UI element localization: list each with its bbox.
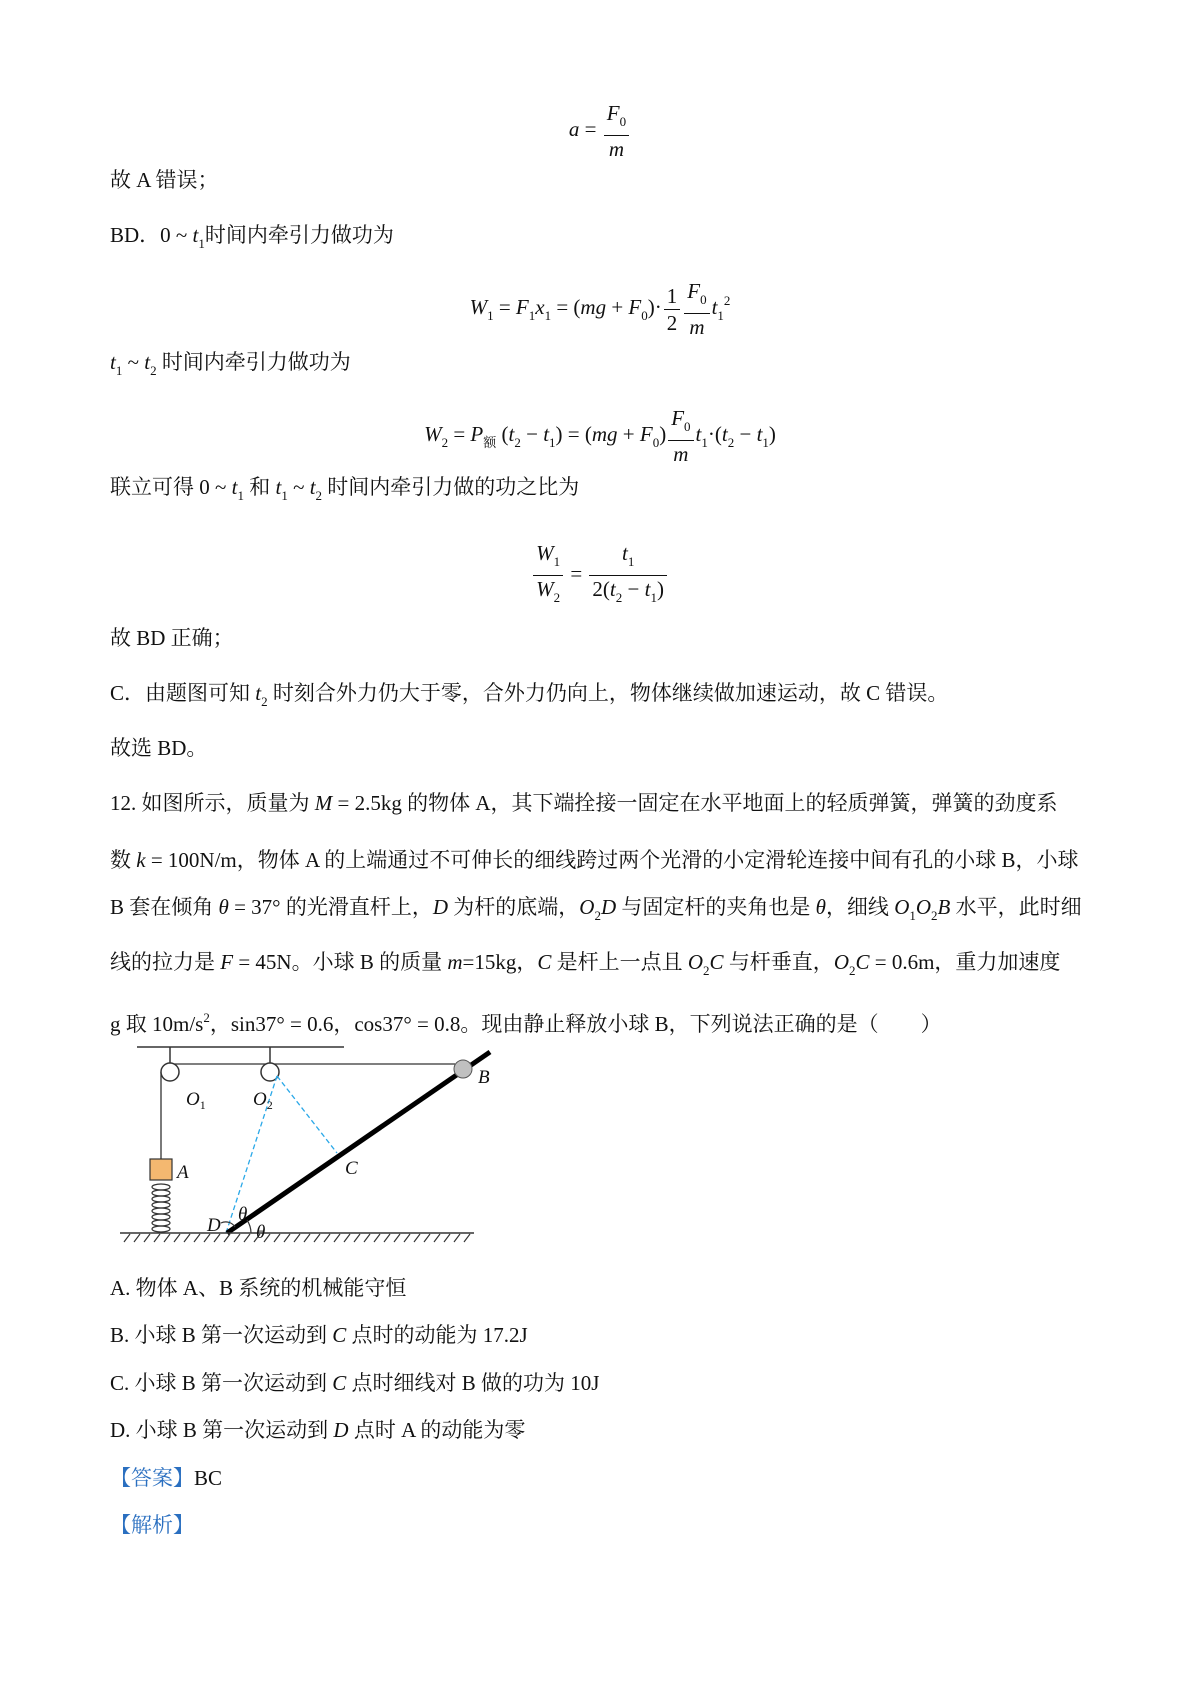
- hatch-mark: [274, 1234, 280, 1242]
- math-variable: m: [673, 442, 689, 466]
- physics-diagram: [100, 1040, 490, 1250]
- math-variable: W: [536, 577, 554, 601]
- math-variable: t: [309, 475, 316, 499]
- text-run: =15kg，: [462, 950, 538, 974]
- text-run: A. 物体 A、B 系统的机械能守恒: [110, 1276, 407, 1300]
- text-run: 点时 A 的动能为零: [348, 1418, 526, 1442]
- fraction: [664, 283, 681, 336]
- hatch-mark: [124, 1234, 130, 1242]
- c-wrong: [110, 679, 948, 716]
- subscript: 2: [594, 908, 601, 923]
- math-variable: F: [515, 294, 529, 319]
- math-variable: F: [606, 101, 620, 125]
- subscript: 2: [514, 434, 521, 450]
- math-variable: C: [855, 950, 870, 974]
- math-variable: mg: [580, 294, 607, 319]
- math-variable: t: [711, 294, 718, 319]
- label-theta-1: θ: [238, 1204, 248, 1225]
- hatch-mark: [184, 1234, 190, 1242]
- text-run: 水平，此时细: [950, 895, 1082, 919]
- block-a: [150, 1159, 172, 1180]
- math-variable: t: [144, 350, 151, 374]
- math-variable: C: [332, 1371, 347, 1395]
- text-run: 1: [666, 283, 678, 308]
- text-run: 故 A 错误；: [110, 168, 219, 192]
- math-variable: t: [609, 577, 616, 601]
- subscript: 2: [150, 363, 157, 378]
- text-run: D. 小球 B 第一次运动到: [110, 1418, 334, 1442]
- q12-l5: [110, 1004, 942, 1038]
- text-run: 12. 如图所示，质量为: [110, 791, 315, 815]
- math-variable: m: [689, 315, 705, 339]
- subscript: 1: [549, 434, 556, 450]
- section-tag: 【解析】: [110, 1513, 194, 1537]
- text-run: =: [565, 561, 588, 586]
- math-variable: O: [894, 895, 910, 919]
- numerator: [684, 278, 709, 314]
- math-variable: F: [639, 421, 653, 446]
- subscript: 1: [198, 236, 205, 251]
- text-run: ·(: [707, 421, 722, 446]
- text-run: 时刻合外力仍大于零，合外力仍向上，物体继续做加速运动，故 C 错误。: [267, 681, 949, 705]
- analysis: [110, 1511, 194, 1539]
- superscript: 2: [203, 1010, 210, 1025]
- subscript: 额: [483, 434, 497, 450]
- label-theta-2: θ: [256, 1222, 266, 1243]
- math-variable: t: [695, 421, 702, 446]
- text-run: −: [734, 421, 757, 446]
- subscript: 2: [727, 434, 735, 450]
- bd-intro: [110, 221, 394, 258]
- text-run: ~: [122, 350, 145, 374]
- hatch-mark: [384, 1234, 390, 1242]
- math-variable: t: [110, 350, 116, 374]
- denominator: [533, 576, 563, 611]
- text-run: 点时细线对 B 做的功为 10J: [346, 1371, 600, 1395]
- math-variable: t: [622, 541, 628, 565]
- spring: [152, 1184, 170, 1232]
- label-b: B: [478, 1067, 490, 1088]
- math-variable: t: [756, 421, 763, 446]
- q12-l1: [110, 789, 1058, 817]
- text-run: =: [493, 294, 516, 319]
- subscript: 0: [652, 434, 660, 450]
- hatch-mark: [164, 1234, 170, 1242]
- text-run: BC: [194, 1466, 223, 1490]
- text-run: C．由题图可知: [110, 681, 256, 705]
- math-variable: C: [332, 1323, 347, 1347]
- math-variable: C: [537, 950, 552, 974]
- fraction: [684, 278, 709, 340]
- hatch-mark: [464, 1234, 470, 1242]
- ball-b: [454, 1060, 472, 1078]
- fraction: [589, 540, 667, 611]
- subscript: 1: [528, 307, 536, 323]
- math-variable: x: [535, 294, 545, 319]
- subscript: 1: [627, 554, 635, 569]
- text-run: =: [448, 421, 471, 446]
- subscript: 0: [684, 419, 691, 434]
- text-run: BD．0 ~: [110, 223, 193, 247]
- subscript: 2: [553, 590, 561, 605]
- subscript: 0: [619, 114, 627, 129]
- text-run: 时间内牵引力做功为: [204, 223, 394, 247]
- opt-c: [110, 1369, 599, 1397]
- text-run: +: [606, 294, 629, 319]
- text-run: 故选 BD。: [110, 736, 208, 760]
- text-run: 是杆上一点且: [551, 950, 688, 974]
- hatch-mark: [424, 1234, 430, 1242]
- text-run: 2(: [592, 577, 610, 601]
- hatch-mark: [364, 1234, 370, 1242]
- text-run: = (: [551, 294, 581, 319]
- subscript: 1: [281, 488, 288, 503]
- hatch-mark: [454, 1234, 460, 1242]
- hatch-mark: [324, 1234, 330, 1242]
- text-run: 和: [243, 475, 276, 499]
- math-variable: a: [568, 116, 580, 141]
- combine: [110, 473, 579, 510]
- text-run: 故 BD 正确；: [110, 626, 234, 650]
- math-variable: t: [231, 475, 238, 499]
- math-variable: m: [447, 950, 463, 974]
- hatch-mark: [354, 1234, 360, 1242]
- numerator: [533, 540, 563, 576]
- choose-bd: [110, 734, 207, 762]
- subscript: 0: [641, 307, 648, 323]
- numerator: [668, 405, 693, 441]
- math-variable: W: [536, 541, 554, 565]
- math-variable: W: [424, 421, 442, 446]
- subscript: 2: [848, 963, 856, 978]
- subscript: 1: [650, 590, 657, 605]
- text-run: −: [622, 577, 645, 601]
- hatch-mark: [174, 1234, 180, 1242]
- t1t2-intro: [110, 348, 351, 385]
- text-run: C. 小球 B 第一次运动到: [110, 1371, 333, 1395]
- text-run: (: [496, 421, 509, 446]
- math-variable: P: [470, 421, 484, 446]
- text-run: 点时的动能为 17.2J: [346, 1323, 528, 1347]
- math-variable: C: [709, 950, 724, 974]
- math-variable: F: [628, 294, 642, 319]
- eq-ratio: [0, 540, 1200, 611]
- text-run: 数: [110, 848, 137, 872]
- bd-correct: [110, 624, 234, 652]
- math-variable: F: [687, 279, 701, 303]
- label-o1: $O_1$: [186, 1089, 206, 1112]
- math-variable: O: [579, 895, 595, 919]
- math-variable: M: [314, 791, 333, 815]
- q12-l4: [110, 948, 1060, 985]
- subscript: 1: [701, 434, 708, 450]
- fraction: [668, 405, 693, 467]
- hatch-mark: [294, 1234, 300, 1242]
- text-run: 时间内牵引力做的功之比为: [322, 475, 580, 499]
- text-run: ~: [287, 475, 310, 499]
- hatch-mark: [144, 1234, 150, 1242]
- math-variable: θ: [815, 895, 826, 919]
- text-run: 为杆的底端，: [448, 895, 580, 919]
- hatch-mark: [304, 1234, 310, 1242]
- subscript: 2: [261, 694, 268, 709]
- q12-l3: [110, 893, 1082, 930]
- eq-w1: [0, 278, 1200, 340]
- text-run: 时间内牵引力做功为: [156, 350, 351, 374]
- hatch-mark: [404, 1234, 410, 1242]
- dashed-o2-c: [277, 1076, 337, 1153]
- hatch-mark: [344, 1234, 350, 1242]
- hatch-mark: [284, 1234, 290, 1242]
- text-run: =: [579, 116, 602, 141]
- opt-b: [110, 1321, 528, 1349]
- math-variable: t: [644, 577, 651, 601]
- text-run: 联立可得 0 ~: [110, 475, 232, 499]
- eq-a: [0, 100, 1200, 162]
- math-variable: O: [833, 950, 849, 974]
- text-run: ): [656, 577, 664, 601]
- angle-arc-ground: [247, 1220, 251, 1233]
- hatch-mark: [334, 1234, 340, 1242]
- label-a: A: [177, 1162, 189, 1183]
- text-run: 线的拉力是: [110, 950, 221, 974]
- denominator: [604, 136, 629, 162]
- text-run: ) = (: [555, 421, 592, 446]
- subscript: 2: [703, 963, 710, 978]
- math-variable: W: [469, 294, 488, 319]
- subscript: 1: [115, 363, 123, 378]
- hatch-mark: [244, 1234, 250, 1242]
- numerator: [589, 540, 667, 576]
- denominator: [664, 310, 681, 336]
- subscript: 2: [615, 590, 623, 605]
- numerator: [604, 100, 629, 136]
- subscript: 1: [717, 307, 724, 323]
- text-run: = 2.5kg 的物体 A，其下端拴接一固定在水平地面上的轻质弹簧，弹簧的劲度系: [332, 791, 1058, 815]
- subscript: 0: [700, 292, 707, 307]
- answer: [110, 1464, 222, 1492]
- opt-a: [110, 1274, 406, 1302]
- hatch-mark: [234, 1234, 240, 1242]
- text-run: ): [659, 421, 667, 446]
- ground-hatching: [124, 1234, 470, 1242]
- label-c: C: [345, 1158, 358, 1179]
- math-variable: B: [937, 895, 951, 919]
- text-run: ): [768, 421, 776, 446]
- subscript: 1: [762, 434, 769, 450]
- text-run: g 取 10m/s: [110, 1012, 204, 1036]
- hatch-mark: [194, 1234, 200, 1242]
- denominator: [684, 314, 709, 340]
- fraction: [604, 100, 629, 162]
- text-run: )·: [647, 294, 662, 319]
- hatch-mark: [414, 1234, 420, 1242]
- text-run: −: [520, 421, 544, 446]
- math-variable: O: [915, 895, 932, 919]
- a-wrong: [110, 166, 219, 194]
- hatch-mark: [444, 1234, 450, 1242]
- text-run: = 45N。小球 B 的质量: [233, 950, 448, 974]
- hatch-mark: [374, 1234, 380, 1242]
- text-run: 与杆垂直，: [723, 950, 834, 974]
- label-o2: $O_2$: [253, 1089, 273, 1112]
- text-run: = 100N/m，物体 A 的上端通过不可伸长的细线跨过两个光滑的小定滑轮连接中间有孔的小球 B，小球: [145, 848, 1079, 872]
- hatch-mark: [394, 1234, 400, 1242]
- subscript: 1: [237, 488, 244, 503]
- q12-l2: [110, 846, 1079, 874]
- label-d: D: [207, 1215, 221, 1236]
- hatch-mark: [434, 1234, 440, 1242]
- math-variable: t: [508, 421, 515, 446]
- superscript: 2: [723, 292, 731, 308]
- text-run: = 0.6m，重力加速度: [869, 950, 1061, 974]
- math-variable: t: [192, 223, 199, 247]
- fraction: [533, 540, 563, 611]
- math-variable: O: [687, 950, 704, 974]
- subscript: 2: [441, 434, 449, 450]
- math-variable: F: [671, 406, 685, 430]
- math-variable: t: [275, 475, 282, 499]
- denominator: [589, 576, 667, 611]
- math-variable: F: [220, 950, 234, 974]
- text-run: +: [617, 421, 640, 446]
- section-tag: 【答案】: [110, 1466, 194, 1490]
- opt-d: [110, 1416, 525, 1444]
- pulley-o1: [161, 1063, 179, 1081]
- hatch-mark: [154, 1234, 160, 1242]
- denominator: [668, 441, 693, 467]
- math-variable: mg: [591, 421, 618, 446]
- math-variable: k: [136, 848, 146, 872]
- text-run: 与固定杆的夹角也是: [616, 895, 816, 919]
- math-variable: D: [432, 895, 449, 919]
- subscript: 2: [931, 908, 938, 923]
- text-run: 2: [666, 310, 678, 335]
- hatch-mark: [314, 1234, 320, 1242]
- subscript: 1: [487, 307, 494, 323]
- numerator: [664, 283, 681, 310]
- math-variable: t: [721, 421, 728, 446]
- text-run: ，细线: [825, 895, 895, 919]
- text-run: ，sin37° = 0.6，cos37° = 0.8。现由静止释放小球 B，下列说法正确的是（ ）: [209, 1012, 942, 1036]
- subscript: 2: [315, 488, 323, 503]
- subscript: 1: [553, 554, 561, 569]
- math-variable: t: [543, 421, 550, 446]
- math-variable: D: [333, 1418, 349, 1442]
- math-variable: t: [255, 681, 262, 705]
- subscript: 1: [544, 307, 552, 323]
- math-variable: D: [600, 895, 617, 919]
- text-run: = 37° 的光滑直杆上，: [228, 895, 433, 919]
- math-variable: m: [608, 137, 624, 161]
- hatch-mark: [224, 1234, 230, 1242]
- math-variable: θ: [218, 895, 229, 919]
- subscript: 1: [909, 908, 916, 923]
- hatch-mark: [134, 1234, 140, 1242]
- text-run: B. 小球 B 第一次运动到: [110, 1323, 333, 1347]
- eq-w2: [0, 405, 1200, 467]
- text-run: B 套在倾角: [110, 895, 219, 919]
